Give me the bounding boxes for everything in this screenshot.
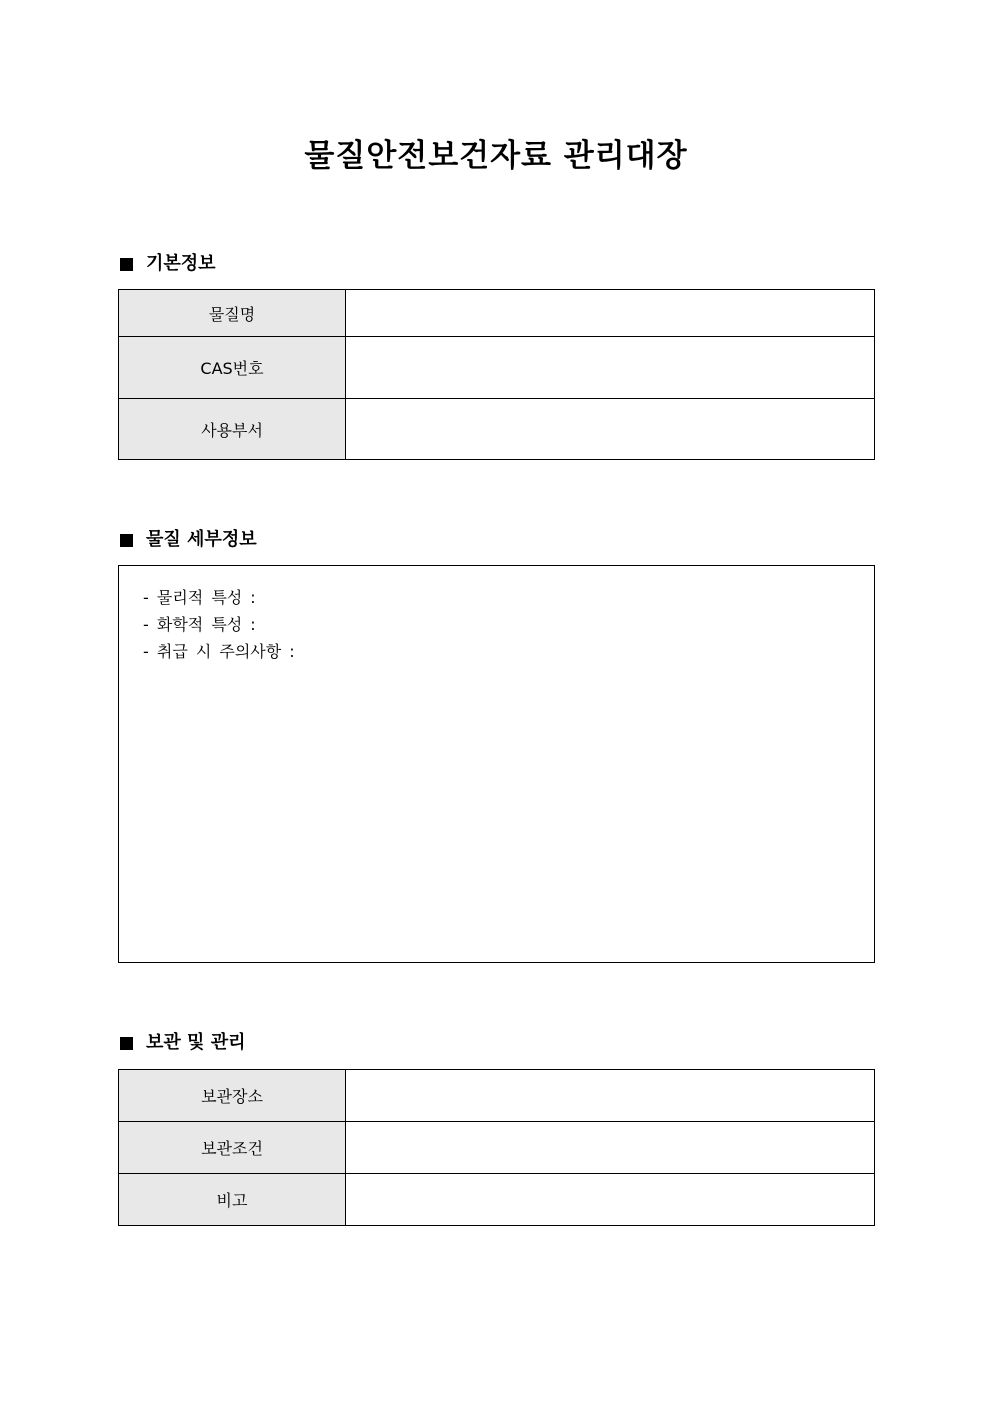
material-name-field[interactable] [346, 290, 875, 337]
black-square-icon [120, 534, 133, 547]
page-title: 물질안전보건자료 관리대장 [304, 138, 688, 174]
details-textbox[interactable] [118, 565, 875, 963]
storage-location-field[interactable] [346, 1070, 875, 1122]
section-heading-details [118, 527, 257, 553]
label-remarks: 비고 [119, 1174, 346, 1226]
table-row [119, 1070, 875, 1122]
table-row [119, 290, 875, 337]
list-item-physical-properties: - 물리적 특성 : [143, 588, 256, 607]
list-item-chemical-properties: - 화학적 특성 : [143, 615, 256, 634]
table-row [119, 1174, 875, 1226]
black-square-icon [120, 258, 133, 271]
section-heading-label: 보관 및 관리 [146, 1032, 246, 1053]
details-list [119, 566, 874, 665]
black-square-icon [120, 1037, 133, 1050]
table-row [119, 399, 875, 460]
label-storage-conditions: 보관조건 [119, 1122, 346, 1174]
label-cas-number: CAS번호 [119, 337, 346, 399]
section-heading-label: 기본정보 [146, 253, 216, 274]
section-heading-basic-info [118, 251, 216, 277]
storage-conditions-field[interactable] [346, 1122, 875, 1174]
cas-number-field[interactable] [346, 337, 875, 399]
section-heading-storage [118, 1030, 245, 1056]
table-row [119, 1122, 875, 1174]
table-row [119, 337, 875, 399]
basic-info-table [118, 289, 875, 460]
list-item-handling-precautions: - 취급 시 주의사항 : [143, 642, 295, 661]
label-material-name: 물질명 [119, 290, 346, 337]
label-department: 사용부서 [119, 399, 346, 460]
remarks-field[interactable] [346, 1174, 875, 1226]
section-heading-label: 물질 세부정보 [146, 529, 257, 550]
storage-table [118, 1069, 875, 1226]
department-field[interactable] [346, 399, 875, 460]
label-storage-location: 보관장소 [119, 1070, 346, 1122]
